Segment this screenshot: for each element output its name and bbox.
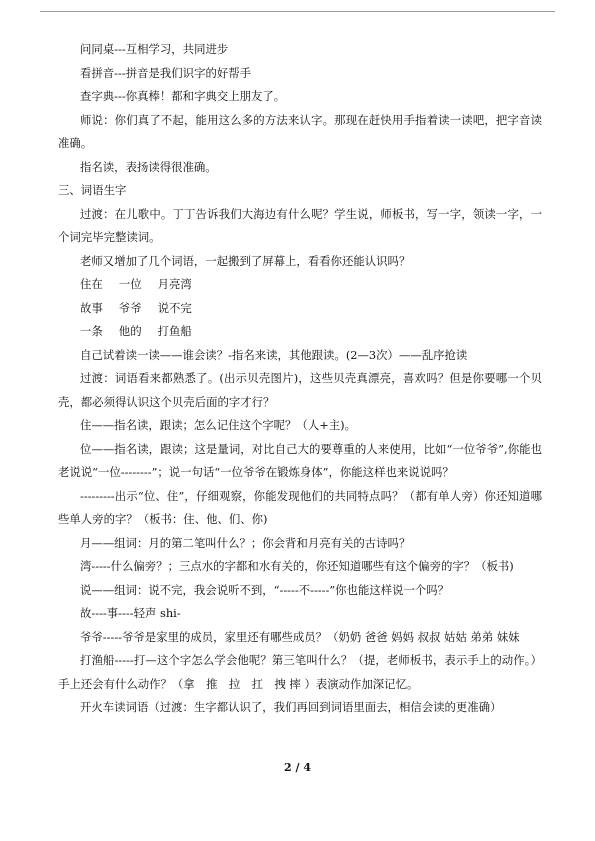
word: 打鱼船	[157, 324, 192, 338]
word-row	[58, 320, 542, 344]
paragraph: 自己试着读一读——谁会读？-指名来读，其他跟读。(2—3次）——乱序抢读	[80, 347, 468, 362]
word: 一条	[80, 324, 103, 338]
paragraph: 爷爷-----爷爷是家里的成员，家里还有哪些成员？（奶奶 爸爸 妈妈 叔叔 姑姑 弟弟 妹妹	[80, 629, 520, 644]
paragraph: 师说：你们真了不起，能用这么多的方法来认字。那现在赶快用手指着读一读吧，把字音读准确。	[58, 112, 542, 150]
paragraph: 湾-----什么偏旁？；三点水的字都和水有关的，你还知道哪些有这个偏旁的字？（板书)	[80, 559, 514, 573]
paragraph: 问同桌---互相学习，共同进步	[80, 42, 229, 56]
paragraph: 打渔船-----打—这个字怎么学会他呢？第三笔叫什么？（提，老师板书，表示手上的动作。）手上还会有什么动作？（拿 推 拉 扛 拽 摔 ）表演动作加深记忆。	[58, 653, 542, 691]
word: 一位	[118, 277, 142, 291]
paragraph: ---------出示“位、住”，仔细观察，你能发现他们的共同特点吗？（都有单人旁）你还知道哪些单人旁的字？（板书：住、他、们、你)	[58, 488, 542, 526]
word: 他的	[118, 324, 142, 338]
page-number: 2 / 4	[284, 761, 311, 774]
word: 爷爷	[118, 300, 142, 315]
header-rule	[40, 11, 555, 12]
paragraph: 看拼音---拼音是我们识字的好帮手	[80, 65, 252, 80]
word-row	[58, 297, 542, 321]
word: 月亮湾	[157, 277, 192, 291]
paragraph: 指名读，表扬读得很准确。	[80, 159, 217, 174]
paragraph: 老师又增加了几个词语，一起搬到了屏幕上，看看你还能认识吗？	[80, 253, 411, 268]
paragraph: 过渡：词语看来都熟悉了。(出示贝壳图片)，这些贝壳真漂亮，喜欢吗？但是你要哪一个贝壳，都必须得认识这个贝壳后面的字才行？	[58, 371, 542, 409]
paragraph: 说——组词：说不完，我会说听不到，“-----不-----”你也能这样说一个吗？	[80, 582, 450, 597]
word: 住在	[80, 277, 103, 291]
page-body	[58, 38, 542, 720]
paragraph: 故----事----轻声 shi-	[80, 606, 181, 620]
word: 说不完	[157, 300, 192, 315]
word-row	[58, 273, 542, 297]
paragraph: 查字典---你真棒！都和字典交上朋友了。	[80, 89, 286, 103]
paragraph: 月——组词：月的第二笔叫什么？；你会背和月亮有关的古诗吗？	[80, 535, 411, 550]
paragraph: 住——指名读，跟读；怎么记住这个字呢？（人+主)。	[80, 418, 356, 432]
section-heading: 三、词语生字	[58, 183, 127, 197]
paragraph: 开火车读词语（过渡：生字都认识了，我们再回到词语里面去，相信会读的更准确）	[80, 700, 502, 714]
word: 故事	[80, 300, 103, 315]
paragraph: 位——指名读，跟读；这是量词，对比自己大的要尊重的人来使用，比如“一位爷爷”,你能也老说说“一位--------”；说一句话“一位爷爷在锻炼身体”，你能这样也来说说吗？	[58, 441, 542, 479]
paragraph: 过渡：在儿歌中。丁丁告诉我们大海边有什么呢？学生说，师板书，写一字，领读一字，一个词完毕完整读词。	[58, 206, 542, 244]
